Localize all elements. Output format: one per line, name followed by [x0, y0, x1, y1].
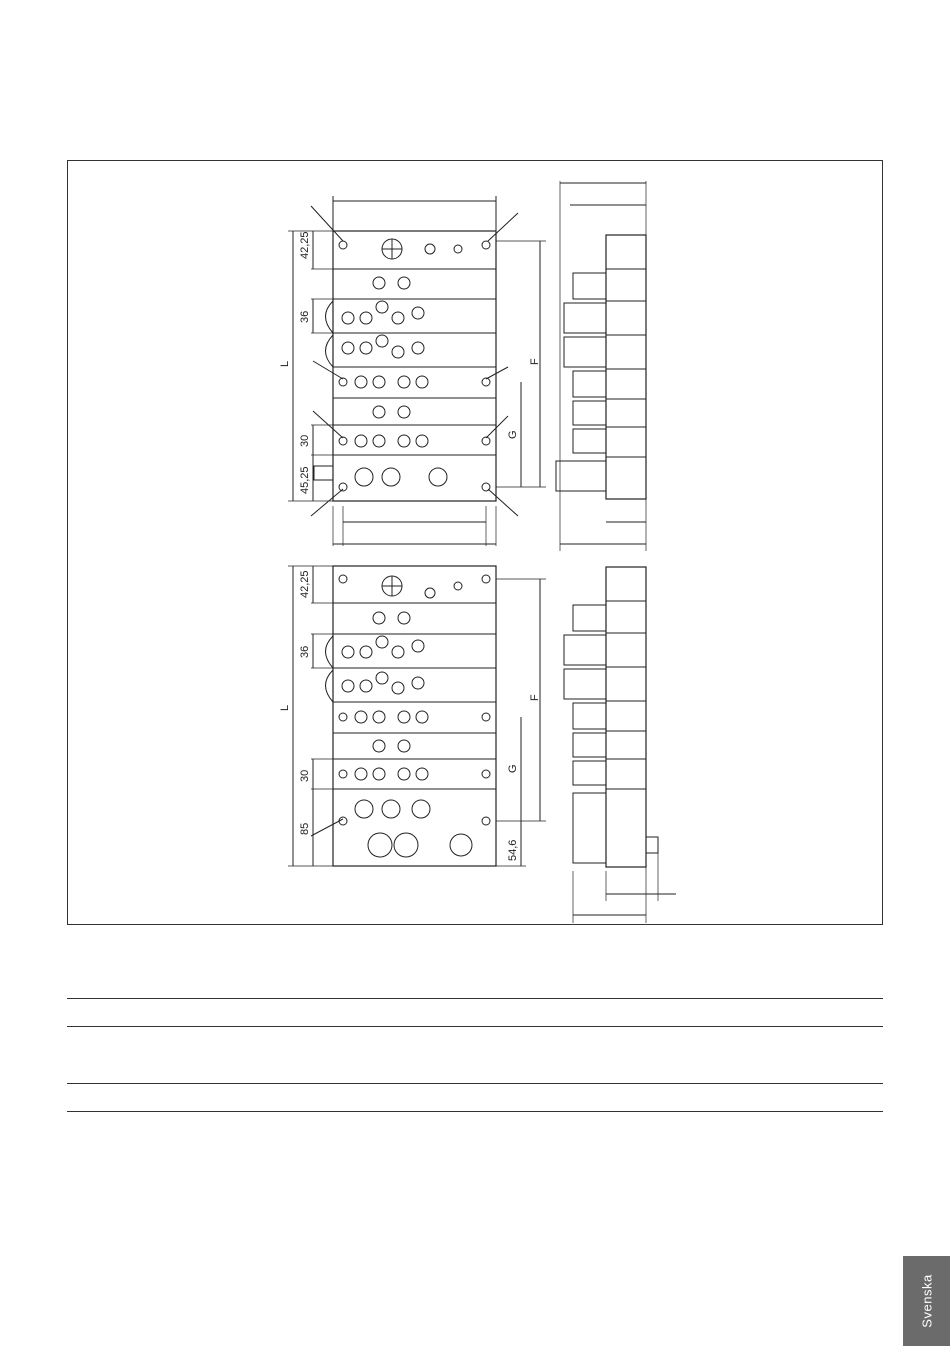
language-tab — [903, 1256, 950, 1346]
technical-drawing-frame — [67, 160, 883, 925]
upper-front-view — [288, 196, 546, 546]
language-tab-label: Svenska — [919, 1274, 934, 1328]
lower-side-view — [564, 567, 676, 923]
table-rule-4 — [67, 1111, 883, 1112]
table-rule-3 — [67, 1083, 883, 1084]
lower-front-view — [288, 566, 546, 866]
upper-dim-30: 30 — [299, 434, 311, 447]
lower-dim-F: F — [529, 694, 541, 701]
upper-dim-F: F — [529, 358, 541, 365]
table-rule-1 — [67, 998, 883, 999]
upper-dim-G: G — [507, 430, 519, 439]
upper-dim-42-25: 42,25 — [299, 231, 311, 259]
upper-dim-36: 36 — [299, 310, 311, 323]
upper-dim-45-25: 45,25 — [299, 466, 311, 494]
lower-dim-30: 30 — [299, 769, 311, 782]
upper-dim-L: L — [279, 360, 291, 367]
lower-dim-36: 36 — [299, 645, 311, 658]
lower-dim-G: G — [507, 764, 519, 773]
lower-dim-42-25: 42,25 — [299, 570, 311, 598]
lower-dim-85: 85 — [299, 822, 311, 835]
lower-dim-L: L — [279, 704, 291, 711]
upper-side-view — [556, 181, 646, 551]
lower-dim-54-6: 54,6 — [507, 839, 519, 861]
table-rule-2 — [67, 1026, 883, 1027]
dimension-drawing — [68, 161, 884, 926]
